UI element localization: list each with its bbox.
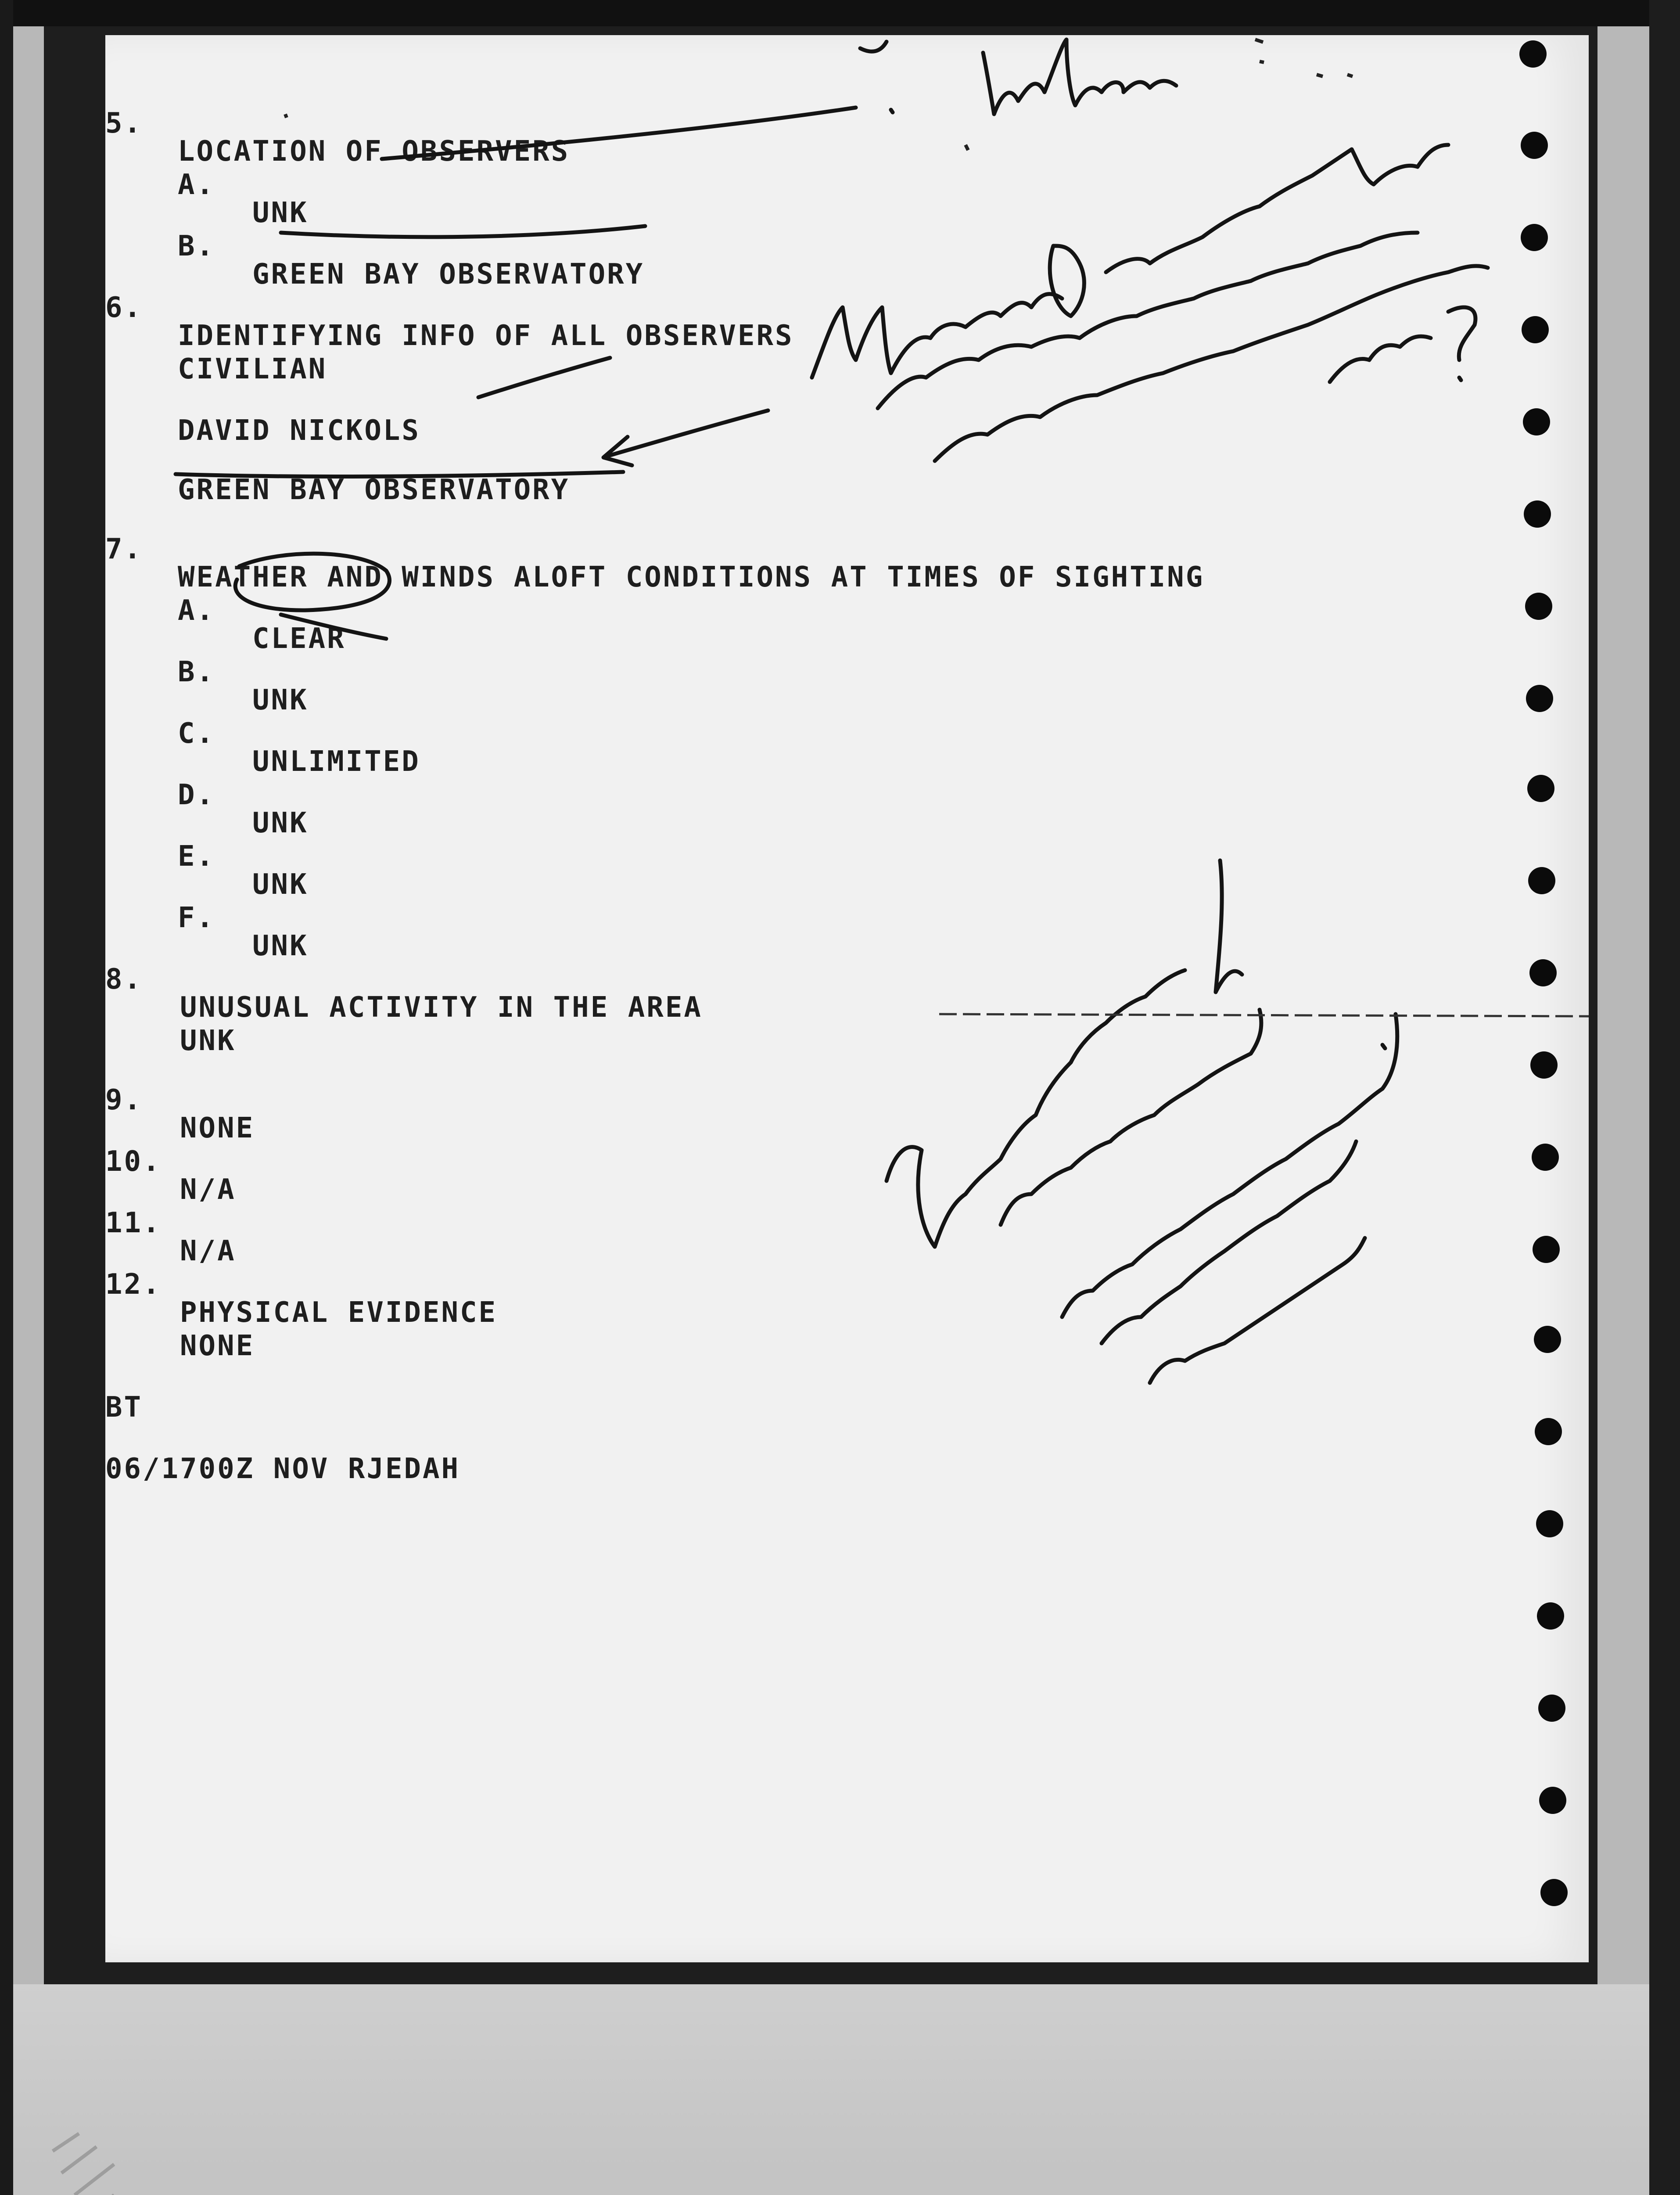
line-civilian	[0, 327, 327, 385]
item-text: NONE	[180, 1330, 255, 1362]
feed-hole	[1523, 408, 1550, 435]
feed-hole	[1521, 132, 1548, 159]
item-text: UNK	[252, 197, 309, 229]
feed-hole	[1519, 40, 1547, 68]
item-text: UNUSUAL ACTIVITY IN THE AREA	[180, 991, 703, 1024]
item-text: UNK	[252, 807, 309, 839]
item-number: 9.	[105, 1084, 143, 1116]
item-number: A.	[178, 594, 215, 627]
feed-hole	[1530, 1051, 1558, 1079]
item-text: CIVILIAN	[178, 353, 327, 385]
feed-hole	[1540, 1879, 1568, 1906]
item-text: UNK	[252, 868, 309, 901]
feed-hole	[1521, 224, 1548, 251]
item-number: B.	[178, 230, 215, 263]
line-bt	[0, 1365, 143, 1424]
feed-hole	[1529, 959, 1557, 986]
feed-hole	[1524, 500, 1551, 528]
feed-hole	[1525, 593, 1552, 620]
film-border-right	[1649, 0, 1680, 2195]
line-dtg	[0, 1427, 460, 1485]
feed-hole	[1535, 1418, 1562, 1445]
feed-hole	[1536, 1510, 1563, 1537]
feed-hole	[1527, 775, 1554, 802]
lower-backing	[13, 1984, 1649, 2195]
feed-hole	[1539, 1787, 1566, 1814]
item-text: PHYSICAL EVIDENCE	[180, 1296, 498, 1329]
item-number: C.	[178, 717, 215, 750]
item-number: 7.	[105, 533, 143, 565]
feed-hole	[1528, 867, 1555, 894]
item-number: 6.	[105, 291, 143, 324]
item-text: UNK	[252, 684, 309, 716]
item-number: F.	[178, 902, 215, 934]
feed-hole	[1534, 1326, 1561, 1353]
item-text: WEATHER AND WINDS ALOFT CONDITIONS AT TIMES OF SIGHTING	[178, 561, 1205, 594]
item-text: LOCATION OF OBSERVERS	[178, 135, 570, 168]
item-number: D.	[178, 779, 215, 811]
item-text: N/A	[180, 1173, 236, 1206]
item-number: 12.	[105, 1268, 162, 1301]
item-text: DAVID NICKOLS	[178, 414, 420, 447]
line-item-12-value	[0, 1304, 255, 1362]
item-number: 5.	[105, 107, 143, 140]
item-text: UNLIMITED	[252, 745, 420, 778]
item-number: A.	[178, 169, 215, 201]
feed-hole	[1526, 685, 1553, 712]
item-text: CLEAR	[252, 623, 346, 655]
item-text: UNK	[252, 930, 309, 962]
item-text: N/A	[180, 1235, 236, 1267]
item-text: NONE	[180, 1112, 255, 1144]
item-text: UNK	[180, 1025, 236, 1057]
item-text: IDENTIFYING INFO OF ALL OBSERVERS	[178, 320, 794, 352]
item-text: 06/1700Z NOV RJEDAH	[105, 1453, 460, 1485]
feed-hole	[1532, 1144, 1559, 1171]
item-text: GREEN BAY OBSERVATORY	[178, 474, 570, 506]
feed-hole	[1537, 1602, 1564, 1630]
item-text: GREEN BAY OBSERVATORY	[252, 258, 645, 291]
feed-hole	[1538, 1695, 1565, 1722]
item-number: 10.	[105, 1145, 162, 1178]
feed-hole	[1522, 316, 1549, 343]
film-border-top	[0, 0, 1680, 26]
item-text: BT	[105, 1391, 143, 1424]
item-number: B.	[178, 656, 215, 688]
line-observer-affiliation	[0, 448, 570, 506]
feed-hole	[1533, 1236, 1560, 1263]
item-number: E.	[178, 840, 215, 873]
line-item-8-value	[0, 999, 236, 1057]
item-number: 11.	[105, 1207, 162, 1239]
item-number: 8.	[105, 963, 143, 996]
line-observer-name	[0, 389, 420, 447]
